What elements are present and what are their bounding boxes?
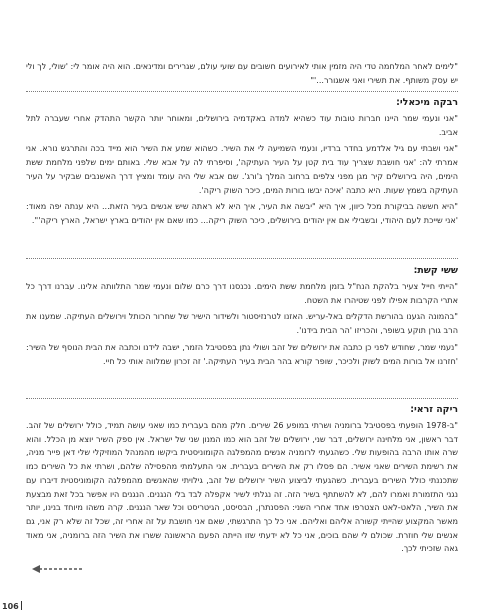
intro-paragraph: "לימים לאחר המלחמה טדי היה מזמין אותי לאירועים חשובים עם שועי עולם, שגרירים ומדינאים. הוא היה אומר לי: 'שולי, לך ולי יש עסק משותף. את תשירי ואני אשגורר...'" [26, 61, 458, 85]
rika-paragraph-1: "ב-1978 הופעתי בפסטיבל ברומניה ושרתי במופע 26 שירים. חלק מהם בעברית כמו שאני עושה תמיד, כולל ירושלים של זהב. דבר ראשון, אני מלחינה ירושלים, דבר שני, ירושלים של זהב הוא כמו המנון שני של ישראל. אין ספק השיר יוצא מן הכלל. והוא שרה אותו הרבה בהופעות שלי. כשהגעתי לרומניה אנשים מהמפלגה הקומוניסטית ביקשו מהמנהל המוזיקלי שלי דאן פייר מניה, את רשימת השירים שאני אשיר. הם פסלו רק את השירים בעברית. אני התעלמתי מהפסילה שלהם, ושרתי את כל השירים כמו שתכננתי כולל השירים בעברית. כשהגעתי לביצוע השיר ירושלים של זהב, גילויתי שהאנשים מהמפלגה הקומוניסטית דיברו עם נגני התזמורת ואמרו להם, לא להשתתף בשיר הזה. זה נגלתי לשיר אקפלה לבד בלי הנגנים. הנגנים היו אפשר בכל זאת מבצעת את השיר, הלאט-לאט הצטרפו אחד אחרי השני: הפסנתרן, הבסיסט, הגיטריסט וכל שאר הנגנים. קרה משהו מיוחד בנינו, יותר מאשר המקצוע שהייתי קשורה אליהם ואליהם. אני כל כך התרגשתי, שאם אני חושבת על זה אחרי זה, שכל זה שלא רק אני, גם אנשים שלי חוזרת. שכולם לי שהם בוכים, אני כל לא ידעתי שזו הייתה הפעם הראשונה ששרו את השיר הזה ברומניה, אני מאוד גאה שזכיתי לכך. [26, 420, 459, 554]
rika-heading: ריקה זראי: [410, 404, 458, 415]
continue-arrow-icon [32, 565, 84, 573]
rika-section [26, 403, 458, 556]
rivka-heading: רבקה מיכאלי: [396, 97, 458, 108]
section-divider [26, 258, 458, 259]
page-number [2, 601, 24, 611]
intro-section [26, 60, 458, 87]
rivka-paragraph-2: "אני ושבתי עם גיל אלדמע בחדר ברדיו, ונעמי השמיעה לי את השיר. כשהוא שמע את השיר הוא מייד בכה והתרגש נורא. אני אמרתי לה: 'אני חושבת שצריך עוד בית קטן על העיר העתיקה', וסיפרתי לה על אבא שלי. באותם ימים שלפני מלחמת ששת הימים, היה בירושלים קיר מגן מפני צלפים ברחוב המלך ג'ורג'. שם אבא שלי היה עומד ומציץ דרך האשנבים שבקיר על העיר העתיקה בשמץ שעות. היא כתבה 'איכה יבשו בורות המים, כיכר השוק ריקה'. [26, 143, 458, 195]
page-number-text: 106 [2, 602, 19, 611]
section-divider [26, 398, 458, 399]
shashi-heading: ששי קשת: [413, 265, 458, 276]
rivka-paragraph-1: "אני ונעמי שמר היינו חברות טובות עוד כשהיא למדה באקדמיה בירושלים, ומאוחר יותר הקשר התהדק אחרי שעברה לתל אביב. [26, 113, 458, 137]
shashi-paragraph-2: "בהמונה הגענו בהורשת הדקלים באל-עריש. האזנו לטרנזיסטור ולשידור הישיר של שחרור הכותל וירושלים העתיקה. שמענו את הרב גורן תוקע בשופר, והכריזו 'הר הבית בידנו'. [26, 311, 458, 336]
page-number-bar [21, 601, 22, 610]
shashi-section [26, 264, 458, 368]
shashi-paragraph-1: "הייתי חייל צעיר בלהקת הנח"ל בזמן מלחמת ששת הימים. נכנסנו דרך כרם שלום ונעמי שמר התלוותה אלינו. עברנו דרך כל אתרי הקרבות אפילו לפני שטיהרו את השטח. [26, 281, 458, 305]
section-divider [26, 91, 458, 92]
rivka-paragraph-3: "היא חששה בביקורת מכל כיוון, איך היא "יבשה את העיר, איך היא לא ראתה שיש אנשים בעיר הזאת... היא ענתה יפה מאוד: 'אני שייכת לעם היהודי, ובשבילי אם אין יהודים בירושלים, כיכר השוק ריקה... כמו שאם אין יהודים בארץ ישראל, הארץ ריקה'". [26, 201, 458, 225]
shashi-paragraph-3: "נעמי שמר, שחודש לפני כן כתבה את ירושלים של זהב ושולי נתן בפסטיבל הזמר, ישבה לידנו וכתבה את הבית הנוסף של השיר: 'חזרנו אל בורות המים לשוק ולכיכר, שופר קורא בהר הבית בעיר העתיקה.' זה זכרון שמלווה אותי כל חיי. [26, 341, 458, 366]
rivka-section [26, 96, 458, 228]
document-page [16, 0, 459, 616]
